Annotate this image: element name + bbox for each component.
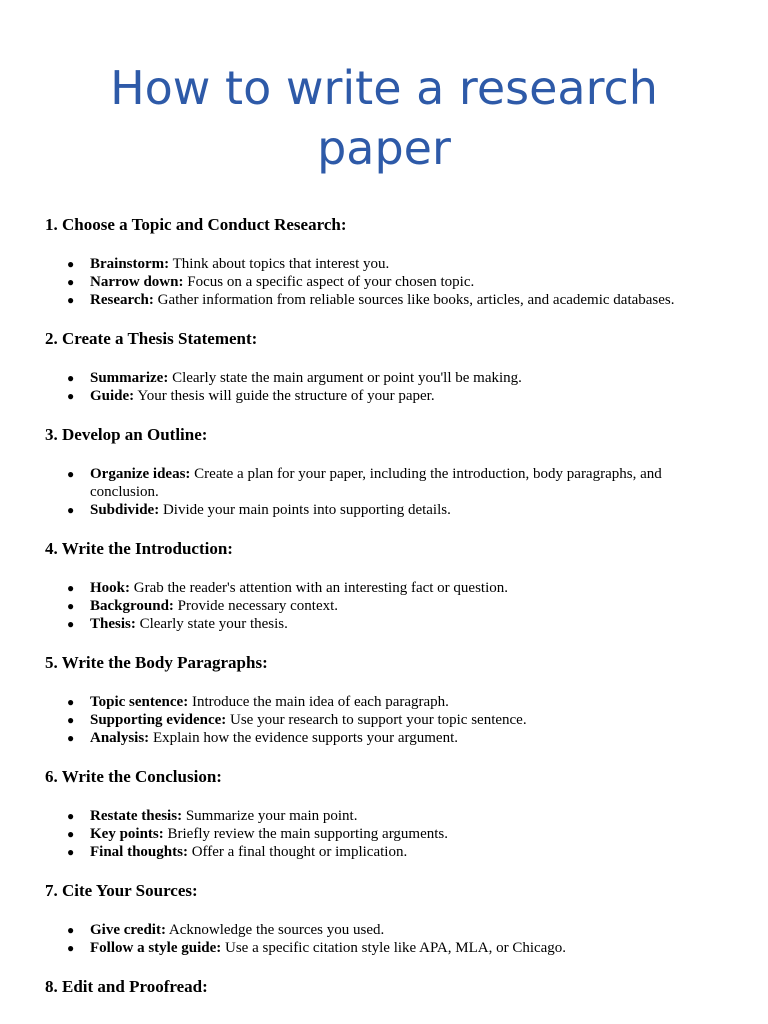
bullet-icon: ● [67, 503, 75, 517]
section-3 [45, 423, 725, 519]
bullet-list [45, 579, 725, 633]
item-description: Use a specific citation style like APA, MLA, or Chicago. [225, 940, 567, 956]
section-heading: 8. Edit and Proofread: [45, 977, 208, 996]
list-item [45, 825, 725, 843]
item-description: Use your research to support your topic sentence. [230, 712, 527, 728]
item-description: Create a plan for your paper, including the introduction, body paragraphs, and conclusion. [90, 466, 662, 500]
list-item [45, 501, 725, 519]
section-6 [45, 765, 725, 861]
item-description: Think about topics that interest you. [172, 256, 390, 272]
item-description: Clearly state the main argument or point you'll be making. [172, 370, 522, 386]
list-item [45, 273, 725, 291]
item-term: Supporting evidence: [90, 712, 227, 728]
list-item [45, 807, 725, 825]
list-item [45, 465, 725, 501]
bullet-icon: ● [67, 581, 75, 595]
bullet-list [45, 921, 725, 957]
item-term: Brainstorm: [90, 256, 170, 272]
item-description: Introduce the main idea of each paragraph. [191, 694, 449, 710]
bullet-icon: ● [67, 467, 75, 481]
section-1 [45, 213, 725, 309]
item-description: Grab the reader's attention with an interesting fact or question. [133, 580, 509, 596]
section-heading: 6. Write the Conclusion: [45, 767, 222, 786]
section-heading: 5. Write the Body Paragraphs: [45, 653, 268, 672]
bullet-list [45, 369, 725, 405]
bullet-icon: ● [67, 941, 75, 955]
list-item [45, 291, 725, 309]
item-term: Subdivide: [90, 502, 160, 518]
list-item [45, 255, 725, 273]
bullet-icon: ● [67, 827, 75, 841]
item-description: Divide your main points into supporting details. [162, 502, 451, 518]
item-term: Key points: [90, 826, 164, 842]
item-description: Explain how the evidence supports your argument. [152, 730, 459, 746]
bullet-icon: ● [67, 923, 75, 937]
item-description: Acknowledge the sources you used. [168, 922, 385, 938]
bullet-icon: ● [67, 275, 75, 289]
list-item [45, 615, 725, 633]
section-heading: 7. Cite Your Sources: [45, 881, 198, 900]
item-term: Organize ideas: [90, 466, 191, 482]
bullet-icon: ● [67, 599, 75, 613]
bullet-icon: ● [67, 731, 75, 745]
section-heading: 1. Choose a Topic and Conduct Research: [45, 215, 347, 234]
page-title [0, 58, 768, 178]
item-term: Give credit: [90, 922, 166, 938]
item-description: Summarize your main point. [185, 808, 358, 824]
section-4 [45, 537, 725, 633]
list-item [45, 729, 725, 747]
bullet-list [45, 807, 725, 861]
section-2 [45, 327, 725, 405]
bullet-icon: ● [67, 809, 75, 823]
section-7 [45, 879, 725, 957]
item-description: Focus on a specific aspect of your chosen topic. [187, 274, 475, 290]
bullet-list [45, 465, 725, 519]
document-body [45, 213, 725, 1017]
list-item [45, 387, 725, 405]
bullet-icon: ● [67, 617, 75, 631]
item-description: Offer a final thought or implication. [191, 844, 408, 860]
item-term: Final thoughts: [90, 844, 188, 860]
item-description: Clearly state your thesis. [139, 616, 288, 632]
list-item [45, 843, 725, 861]
list-item [45, 711, 725, 729]
bullet-icon: ● [67, 713, 75, 727]
item-term: Guide: [90, 388, 135, 404]
bullet-icon: ● [67, 371, 75, 385]
bullet-icon: ● [67, 845, 75, 859]
bullet-list [45, 255, 725, 309]
list-item [45, 939, 725, 957]
item-term: Hook: [90, 580, 131, 596]
section-8 [45, 975, 725, 999]
section-heading: 4. Write the Introduction: [45, 539, 233, 558]
list-item [45, 693, 725, 711]
item-description: Briefly review the main supporting arguments. [167, 826, 449, 842]
bullet-icon: ● [67, 695, 75, 709]
item-term: Narrow down: [90, 274, 184, 290]
item-term: Analysis: [90, 730, 150, 746]
item-term: Topic sentence: [90, 694, 189, 710]
section-5 [45, 651, 725, 747]
bullet-list [45, 693, 725, 747]
item-term: Thesis: [90, 616, 136, 632]
item-term: Research: [90, 292, 154, 308]
item-term: Summarize: [90, 370, 169, 386]
bullet-icon: ● [67, 293, 75, 307]
item-term: Background: [90, 598, 174, 614]
bullet-icon: ● [67, 389, 75, 403]
bullet-icon: ● [67, 257, 75, 271]
section-heading: 3. Develop an Outline: [45, 425, 208, 444]
item-term: Follow a style guide: [90, 940, 222, 956]
list-item [45, 579, 725, 597]
list-item [45, 921, 725, 939]
item-description: Provide necessary context. [177, 598, 339, 614]
item-term: Restate thesis: [90, 808, 183, 824]
list-item [45, 597, 725, 615]
item-description: Your thesis will guide the structure of your paper. [137, 388, 435, 404]
item-description: Gather information from reliable sources like books, articles, and academic databases. [157, 292, 675, 308]
title-line-2: paper [317, 121, 451, 175]
title-line-1: How to write a research [110, 61, 658, 115]
list-item [45, 369, 725, 387]
section-heading: 2. Create a Thesis Statement: [45, 329, 258, 348]
